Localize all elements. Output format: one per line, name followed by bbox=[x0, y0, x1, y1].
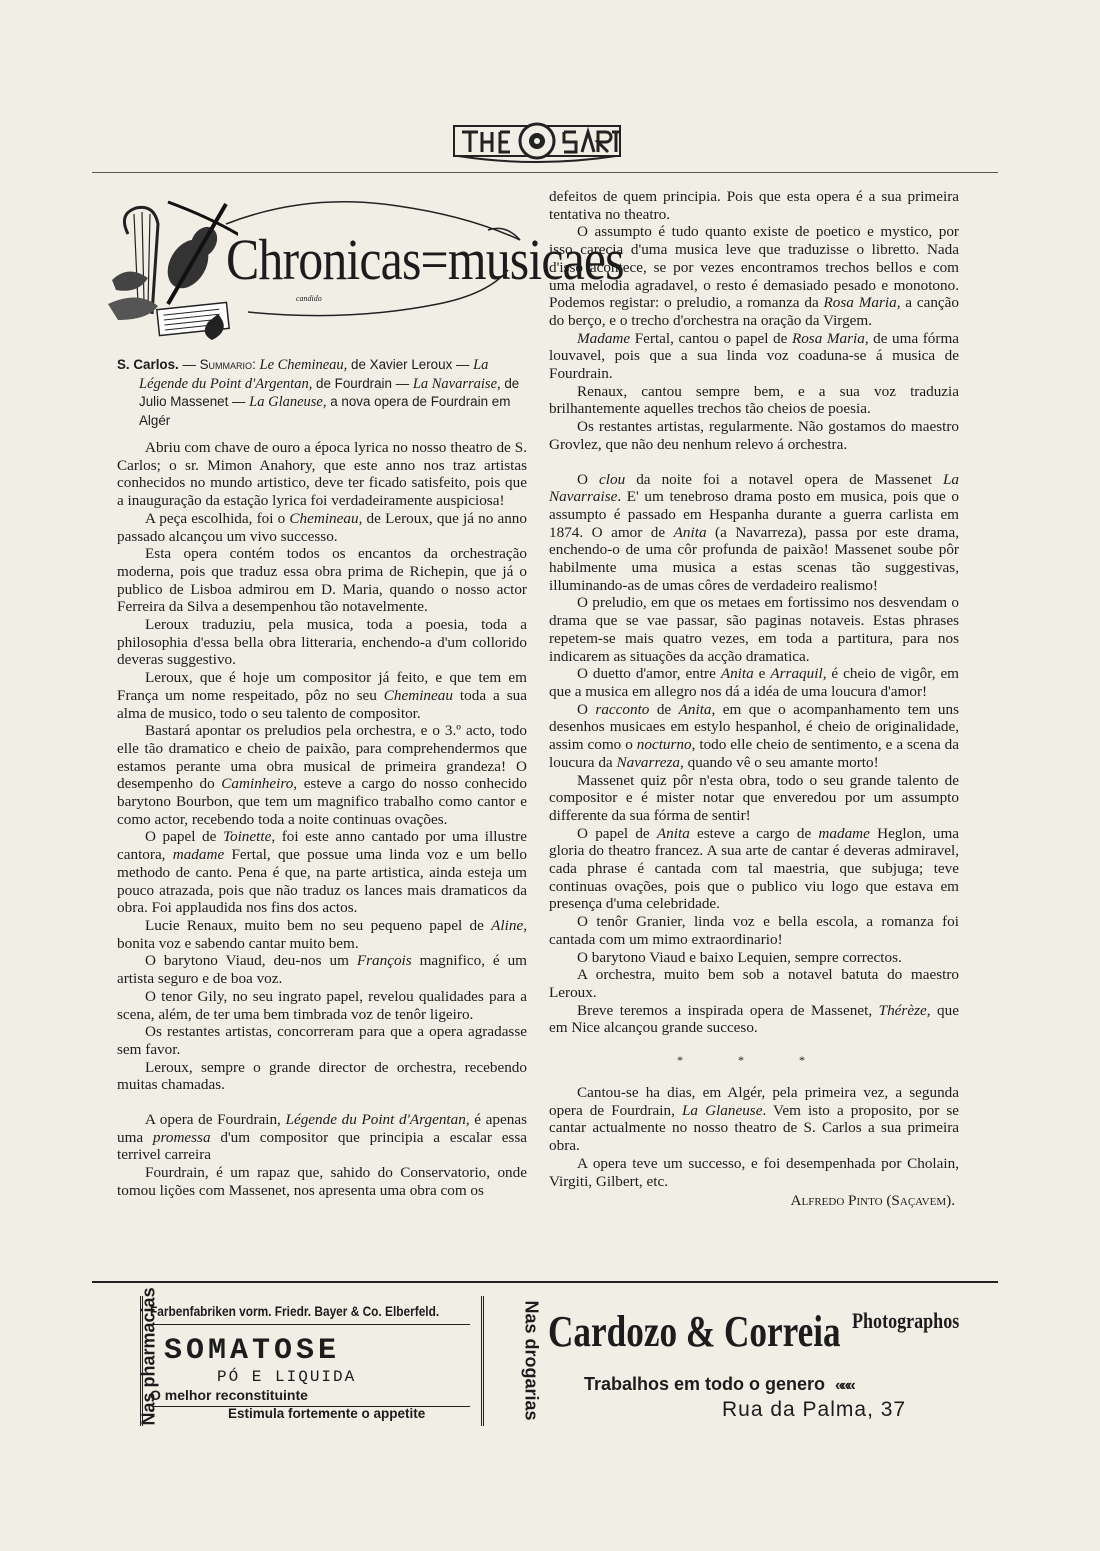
paragraph: Renaux, cantou sempre bem, e a sua voz traduzia brilhantemente aquelles trechos tão cheios de poesia. bbox=[549, 382, 959, 418]
paragraph: Bastará apontar os preludios pela orchestra, e o 3.º acto, todo elle tão dramatico e cheio de paixão, para comprehendermos que estamos perante uma obra musical de primeira grandeza! O desempenho do Caminheiro, esteve a cargo do nosso conhecido barytono Bourbon, que tem um magnifico trabalho como cantor e como actor, recebendo toda a noite continuas ovações. bbox=[117, 722, 527, 828]
ad-maker: Farbenfabriken vorm. Friedr. Bayer & Co. Elberfeld. bbox=[150, 1304, 440, 1319]
paragraph: Esta opera contém todos os encantos da orchestração moderna, pois que traduz essa obra prima de Richepin, que já o publico de Lisboa admirou em D. Maria, quando o nosso actor Ferreira da Silva a desempenhou tão notavelmente. bbox=[117, 545, 527, 616]
paragraph: Fourdrain, é um rapaz que, sahido do Conservatorio, onde tomou lições com Massenet, nos apresenta uma obra com os bbox=[117, 1164, 527, 1199]
ad-side-text-right: Nas drogarias bbox=[521, 1300, 542, 1421]
paragraph: O clou da noite foi a notavel opera de Massenet La Navarraise. E' um tenebroso drama posto em musica, pois que o assumpto é passado em Hespanha durante a guerra carlista em 1874. O amor de Anita (a Navarreza), passa por este drama, enchendo-o de uma côr profunda de paixão! Massenet soube pôr habilmente uma musica a estas scenas tão suggestivas, illuminando-as de umas côres de verdadeiro realismo! bbox=[549, 470, 960, 594]
ad-side-text-left: Nas pharmacias bbox=[138, 1287, 159, 1426]
instruments-illustration bbox=[108, 194, 238, 344]
paragraph: A peça escolhida, foi o Chemineau, de Leroux, que já no anno passado alcançou um vivo successo. bbox=[117, 509, 527, 545]
section-separator: * * * bbox=[677, 1053, 831, 1068]
paragraph: Leroux traduziu, pela musica, toda a poesia, toda a philosophia d'essa bella obra litteraria, enchendo-a d'um collorido deveras suggestivo. bbox=[117, 616, 527, 669]
paragraph: O barytono Viaud e baixo Lequien, sempre correctos. bbox=[577, 948, 902, 966]
ad-address: Rua da Palma, 37 bbox=[722, 1398, 907, 1421]
paragraph: O tenôr Granier, linda voz e bella escola, a romanza foi cantada com um mimo extraordinario! bbox=[549, 913, 959, 948]
paragraph: defeitos de quem principia. Pois que esta opera é a sua primeira tentativa no theatro. bbox=[549, 188, 959, 223]
paragraph: O duetto d'amor, entre Anita e Arraquil, é cheio de vigôr, em que a musica em allegro nos dá a idéa de uma loucura d'amor! bbox=[549, 665, 959, 700]
ad-effect: Estimula fortemente o appetite bbox=[228, 1406, 426, 1421]
paragraph: O racconto de Anita, em que o acompanhamento tem uns desenhos musicaes em estylo hespanhol, é cheio de originalidade, assim como o nocturno, todo elle cheio de sentimento, e a scena da loucura da Navarreza, quando vê o seu amante morto! bbox=[549, 700, 960, 771]
somatose-advertisement bbox=[92, 1287, 542, 1432]
paragraph: Leroux, que é hoje um compositor já feito, e que tem em França um nome respeitado, pôz no seu Chemineau toda a sua alma de musico, todo o seu talento de compositor. bbox=[117, 669, 527, 722]
section-masthead bbox=[108, 194, 624, 344]
ad-product-name: SOMATOSE bbox=[164, 1334, 341, 1368]
ad-trade: Photographos bbox=[852, 1308, 960, 1333]
ad-claim: O melhor reconstituinte bbox=[150, 1387, 308, 1403]
section-title: Chronicas=musicaes bbox=[226, 227, 624, 292]
paragraph: Os restantes artistas, concorreram para que a opera agradasse sem favor. bbox=[117, 1023, 527, 1058]
paragraph: Massenet quiz pôr n'esta obra, todo o seu grande talento de compositor e é mister notar que enveredou por um assumpto differente da sua fórma de sentir! bbox=[549, 771, 959, 824]
ad-services: Trabalhos em todo o genero ««« bbox=[584, 1374, 853, 1394]
paragraph: A opera teve um successo, e foi desempenhada por Cholain, Virgiti, Gilbert, etc. bbox=[549, 1154, 959, 1190]
paragraph: O tenor Gily, no seu ingrato papel, revelou qualidades para a scena, além, de ter uma bem timbrada voz de tenôr ligeiro. bbox=[117, 987, 527, 1023]
paragraph: Breve teremos a inspirada opera de Massenet, Thérèze, que em Nice alcançou grande succeso. bbox=[549, 1001, 959, 1037]
paragraph: Abriu com chave de ouro a época lyrica no nosso theatro de S. Carlos; o sr. Mimon Anahory, que este anno nos traz artistas conhecidos no mundo artistico, deve ter ficado satisfeito, pois que a inauguração da estação lyrica foi verdadeiramente auspiciosa! bbox=[117, 439, 527, 510]
photographers-advertisement bbox=[548, 1298, 998, 1428]
paragraph: O barytono Viaud, deu-nos um François magnifico, é um artista seguro e de boa voz. bbox=[117, 952, 528, 988]
paragraph: O papel de Toinette, foi este anno cantado por uma illustre cantora, madame Fertal, que possue uma linda voz e um bello methodo de canto. Pena é que, na parte artistica, ainda esteja um pouco atrazada, pois que não traduz os lances mais dramaticos da obra. Foi applaudida nos fins dos actos. bbox=[117, 828, 528, 917]
paragraph: A opera de Fourdrain, Légende du Point d'Argentan, é apenas uma promessa d'um compositor que principia a escalar essa terrivel carreira bbox=[117, 1111, 527, 1164]
paragraph: O papel de Anita esteve a cargo de madame Heglon, uma gloria do theatro francez. A sua arte de cantar é deveras admiravel, cada phrase é cantada com tal maestria, que subjuga; teve continuas ovações, pois que o publico viu logo que estava em presença d'uma celebridade. bbox=[549, 824, 960, 913]
paragraph: O preludio, em que os metaes em fortissimo nos desvendam o drama que se vae passar, são paginas notaveis. Estas phrases repetem-se mais quatro vezes, em toda a partitura, para nos indicarem as situações da acção dramatica. bbox=[549, 594, 959, 665]
summary-lead: S. Carlos. bbox=[117, 357, 179, 372]
illustration-signature: candido bbox=[296, 294, 322, 303]
article-summary: S. Carlos. — Summario: Le Chemineau, de Xavier Leroux — La Légende du Point d'Argentan, de Fourdrain — La Navarraise, de Julio Massenet — La Glaneuse, a nova opera de Fourdrain em Algér bbox=[117, 357, 520, 428]
paragraph: Lucie Renaux, muito bem no seu pequeno papel de Aline, bonita voz e sabendo cantar muito bem. bbox=[117, 916, 527, 952]
paragraph: O assumpto é tudo quanto existe de poetico e mystico, por isso carecia d'uma musica leve que traduzisse o libretto. Nada d'isso acontece, se por vezes encontramos trechos bellos e com uma melodia agradavel, o resto é demasiado pesado e monotono. Podemos registar: o preludio, a romanza da Rosa Maria, a canção do berço, e o trecho d'orchestra na oração da Virgem. bbox=[549, 223, 960, 329]
magazine-logo bbox=[452, 120, 622, 166]
summary-label: Summario bbox=[199, 357, 253, 372]
footer-rule bbox=[92, 1281, 998, 1283]
arrow-ornament-icon: ««« bbox=[835, 1377, 853, 1394]
article-column-left bbox=[117, 439, 527, 1200]
paragraph: A orchestra, muito bem sob a notavel batuta do maestro Leroux. bbox=[549, 966, 959, 1001]
paragraph: Os restantes artistas, regularmente. Não gostamos do maestro Grovlez, que não deu nenhum relevo á orchestra. bbox=[549, 418, 959, 453]
ad-firm-name: Cardozo & Correia bbox=[548, 1307, 841, 1356]
author-signature: Alfredo Pinto (Saçavem). bbox=[790, 1192, 955, 1210]
ad-product-form: PÓ E LIQUIDA bbox=[217, 1368, 357, 1386]
paragraph: Leroux, sempre o grande director de orchestra, recebendo muitas chamadas. bbox=[117, 1058, 527, 1094]
paragraph: Cantou-se ha dias, em Algér, pela primeira vez, a segunda opera de Fourdrain, La Glaneuse. Vem isto a proposito, por se cantar actualmente no nosso theatro de S. Carlos a sua primeira obra. bbox=[549, 1084, 959, 1155]
paragraph: Madame Fertal, cantou o papel de Rosa Maria, de uma fórma louvavel, pois que a sua linda voz coaduna-se á musica de Fourdrain. bbox=[549, 329, 959, 383]
header-rule bbox=[92, 172, 998, 173]
article-column-right bbox=[549, 188, 959, 1210]
